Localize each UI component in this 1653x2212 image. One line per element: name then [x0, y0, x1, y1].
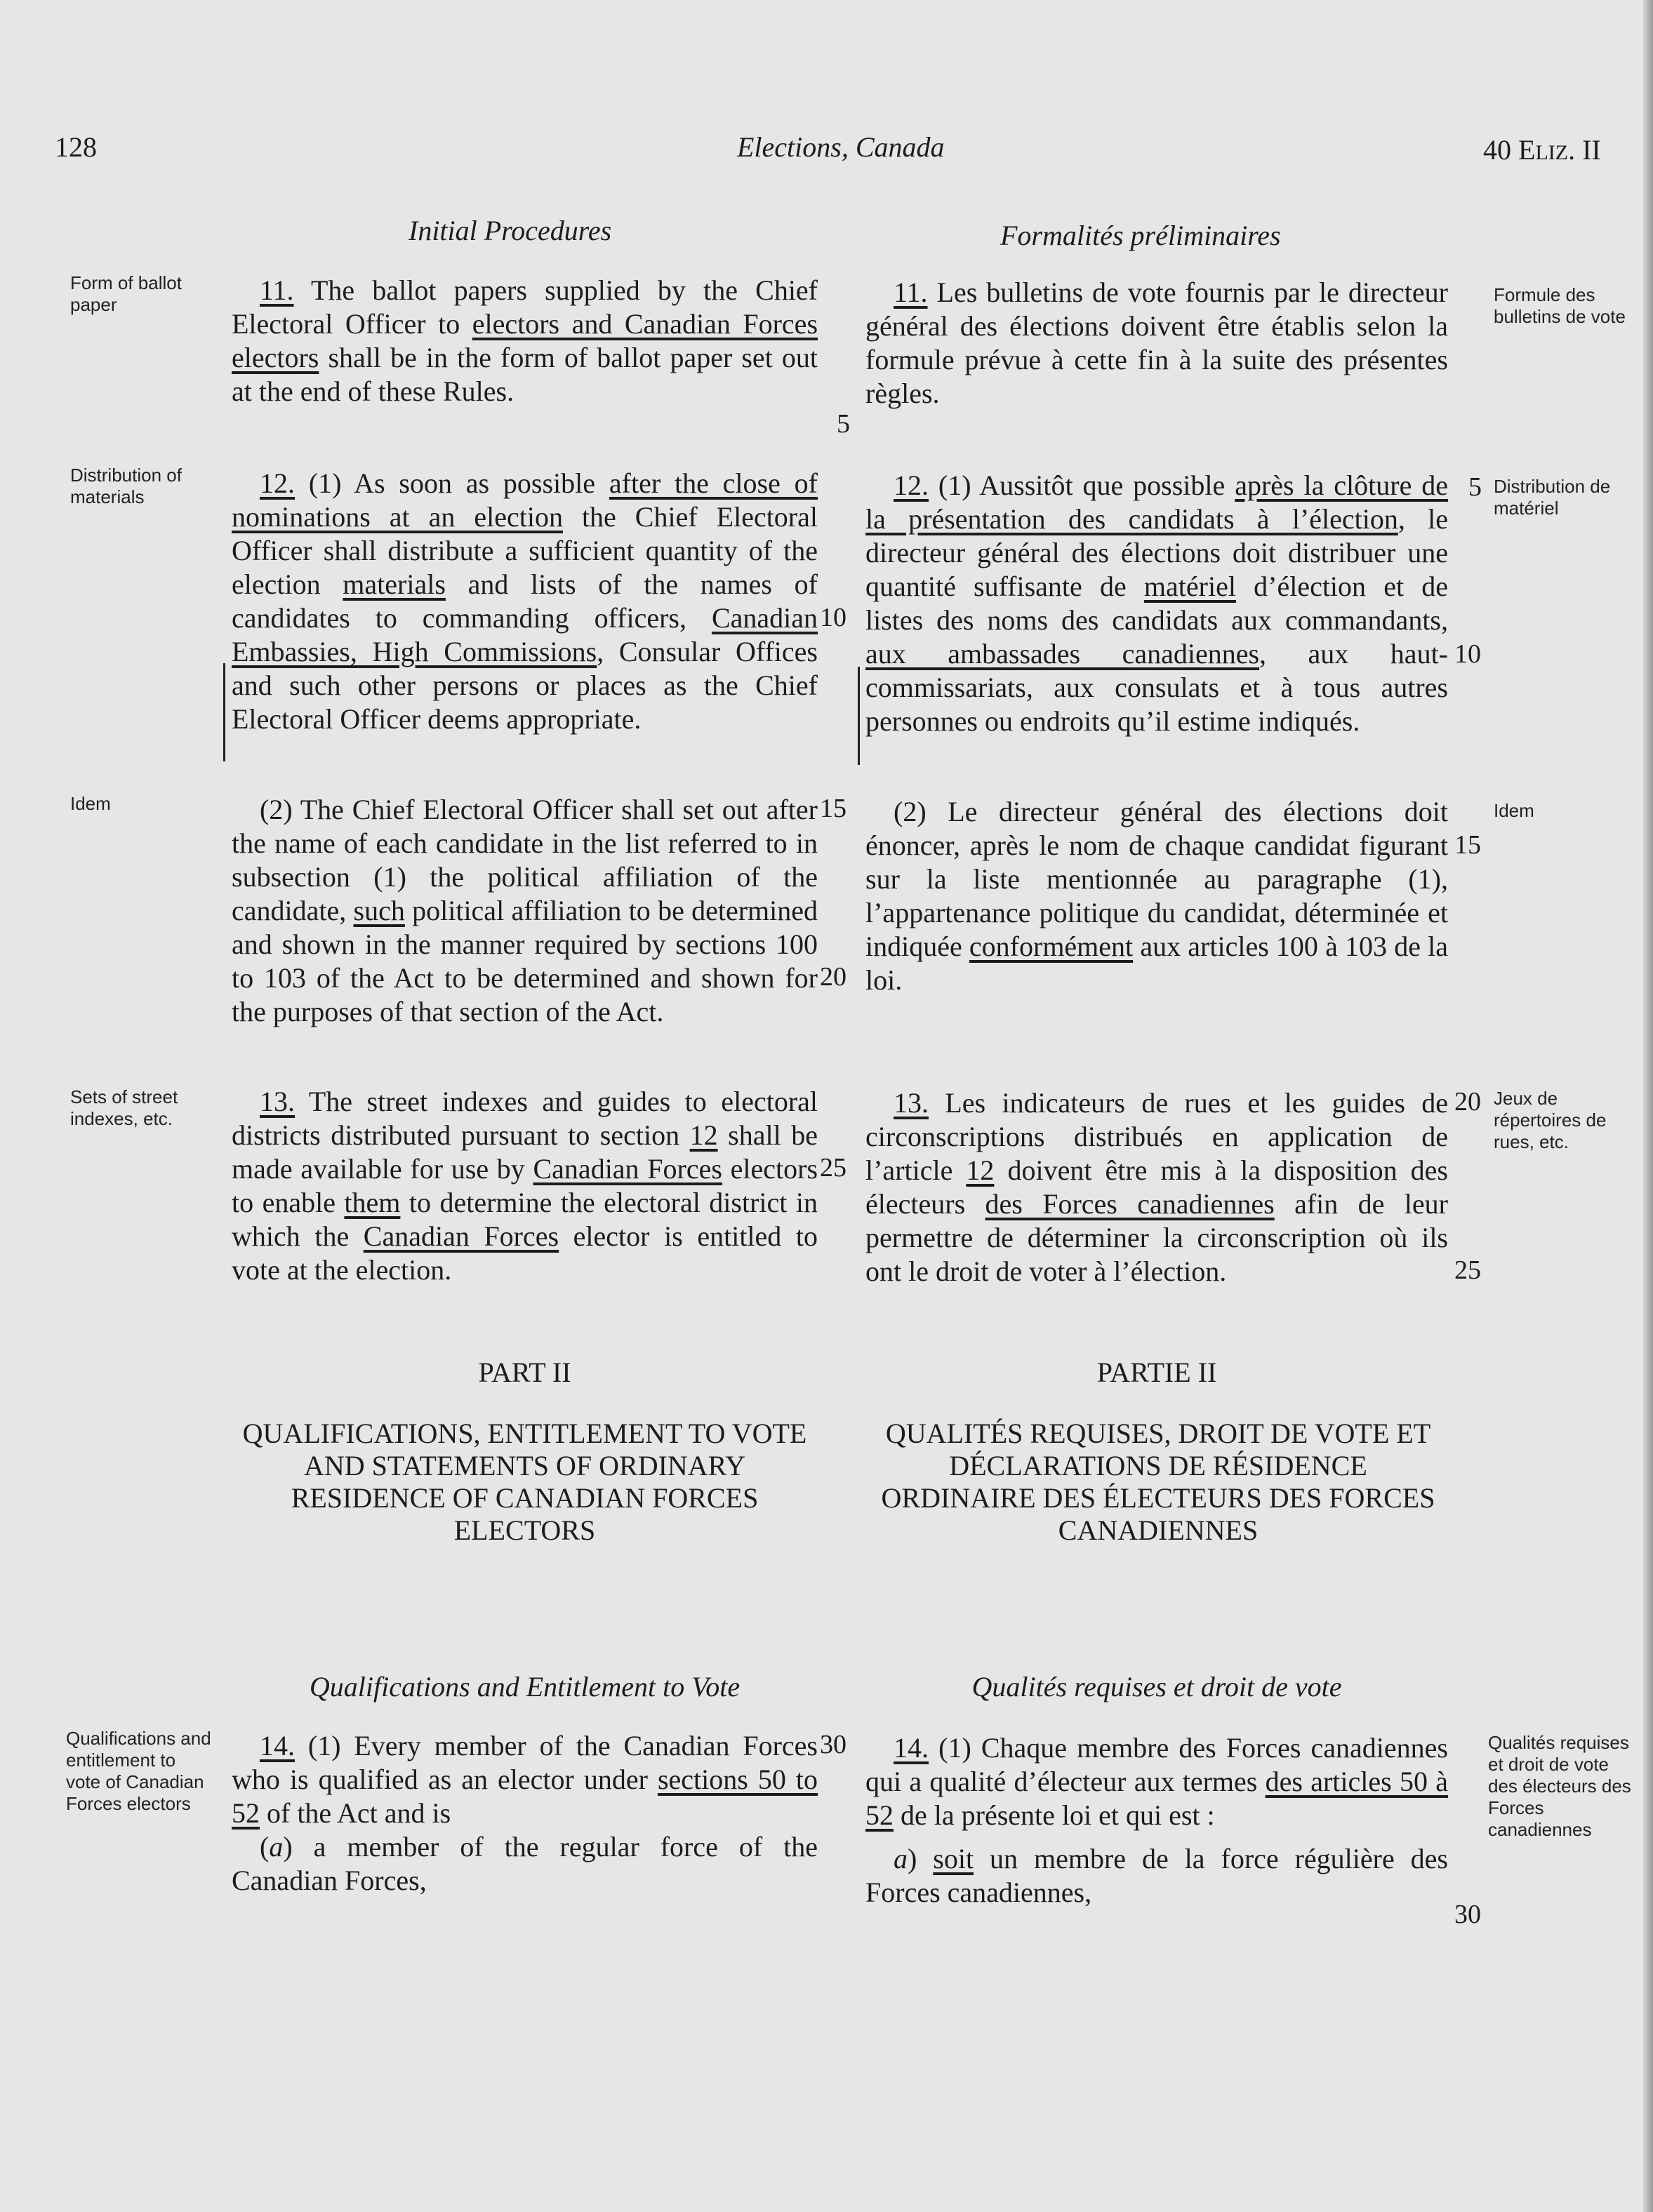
- margin-note-distribution: Distribution of materials: [70, 465, 182, 507]
- line-number-en: 5: [837, 409, 850, 439]
- line-number-en: 25: [820, 1153, 847, 1182]
- margin-note-distribution-fr: Distribution de matériel: [1494, 476, 1611, 519]
- margin-note-sets-of-street: Sets of street indexes, etc.: [70, 1086, 178, 1129]
- regnal-year: 40 ELIZ. II: [1483, 134, 1601, 166]
- heading-initial-procedures: Initial Procedures: [409, 215, 612, 246]
- heading-qualifications-en: Qualifications and Entitlement to Vote: [309, 1671, 741, 1703]
- section-12-2-en: (2) The Chief Electoral Officer shall set out after the name of each candidate in the list referred to in subsection (1) the political affiliation of the candidate, such political affiliation to be determined and shown in the manner required by sections 100 to 103 of the Act to be determined and shown for the purposes of that section of the Act.: [232, 794, 818, 1027]
- line-number-en: 20: [820, 962, 847, 992]
- part-title-en: QUALIFICATIONS, ENTITLEMENT TO VOTE AND STATEMENTS OF ORDINARY RESIDENCE OF CANADIAN FORCES ELECTORS: [242, 1418, 807, 1546]
- section-13-fr: 13. Les indicateurs de rues et les guides de circonscriptions distribués en application de l’article 12 doivent être mis à la disposition des électeurs des Forces canadiennes afin de leur permettre de déterminer la circonscription où ils ont le droit de voter à l’élection.: [865, 1087, 1448, 1287]
- running-title: Elections, Canada: [737, 131, 945, 163]
- page-number: 128: [55, 131, 97, 163]
- section-14-en: 14. (1) Every member of the Canadian Forces who is qualified as an elector under sections 50 to 52 of the Act and is (a) a member of the regular force of the Canadian Forces,: [232, 1730, 818, 1896]
- line-number-fr: 10: [1454, 639, 1481, 669]
- margin-note-idem: Idem: [70, 793, 111, 814]
- change-bar-fr: [858, 667, 860, 765]
- section-14-fr: 14. (1) Chaque membre des Forces canadiennes qui a qualité d’électeur aux termes des articles 50 à 52 de la présente loi et qui est : a) soit un membre de la force régulière des Forces canadiennes,: [865, 1732, 1448, 1908]
- margin-note-formule: Formule des bulletins de vote: [1494, 284, 1626, 327]
- part-label-fr: PARTIE II: [1096, 1357, 1217, 1388]
- section-12-1-en: 12. (1) As soon as possible after the close of nominations at an election the Chief Electoral Officer shall distribute a sufficient quantity of the election materials and lists of the names of candidates to commanding officers, Canadian Embassies, High Commissions, Consular Offices and such other persons or places as the Chief Electoral Officer deems appropriate.: [232, 467, 818, 735]
- margin-note-jeux: Jeux de répertoires de rues, etc.: [1494, 1088, 1607, 1152]
- line-number-en: 30: [820, 1730, 847, 1759]
- heading-formalites: Formalités préliminaires: [1000, 220, 1281, 251]
- page-binding-edge: [1643, 0, 1653, 2212]
- line-number-fr: 25: [1454, 1255, 1481, 1285]
- line-number-fr: 5: [1468, 472, 1482, 502]
- margin-note-form-of-ballot: Form of ballot paper: [70, 272, 182, 315]
- section-12-1-fr: 12. (1) Aussitôt que possible après la clôture de la présentation des candidats à l’élection, le directeur général des élections doit distribuer une quantité suffisante de matériel d’élection et de listes des noms des candidats aux commandants, aux ambassades canadiennes, aux haut-commissariats, aux consulats et à tous autres personnes ou endroits qu’il estime indiqués.: [865, 469, 1449, 737]
- part-title-fr: QUALITÉS REQUISES, DROIT DE VOTE ET DÉCLARATIONS DE RÉSIDENCE ORDINAIRE DES ÉLECTEURS DES FORCES CANADIENNES: [881, 1418, 1435, 1546]
- heading-qualites-fr: Qualités requises et droit de vote: [971, 1671, 1342, 1703]
- margin-note-idem-fr: Idem: [1494, 800, 1534, 821]
- section-13-en: 13. The street indexes and guides to electoral districts distributed pursuant to section 12 shall be made available for use by Canadian Forces electors to enable them to determine the electoral district in which the Canadian Forces elector is entitled to vote at the election.: [232, 1086, 818, 1286]
- line-number-fr: 15: [1454, 830, 1481, 860]
- section-11-fr: 11. Les bulletins de vote fournis par le directeur général des élections doivent être établis selon la formule prévue à cette fin à la suite des présentes règles.: [865, 276, 1448, 409]
- section-12-2-fr: (2) Le directeur général des élections doit énoncer, après le nom de chaque candidat figurant sur la liste mentionnée au paragraphe (1), l’appartenance politique du candidat, déterminée et indiquée conformément aux articles 100 à 103 de la loi.: [865, 796, 1449, 996]
- line-number-en: 10: [820, 603, 847, 632]
- change-bar-en: [223, 663, 225, 761]
- margin-note-qualifications: Qualifications and entitlement to vote of Canadian Forces electors: [66, 1728, 211, 1814]
- section-11-en: 11. The ballot papers supplied by the Chief Electoral Officer to electors and Canadian Forces electors shall be in the form of ballot paper set out at the end of these Rules.: [232, 274, 818, 407]
- line-number-fr: 20: [1454, 1087, 1481, 1117]
- line-number-en: 15: [820, 794, 847, 823]
- margin-note-qualites: Qualités requises et droit de vote des électeurs des Forces canadiennes: [1488, 1732, 1631, 1840]
- part-label-en: PART II: [478, 1357, 571, 1388]
- line-number-fr: 30: [1454, 1900, 1481, 1929]
